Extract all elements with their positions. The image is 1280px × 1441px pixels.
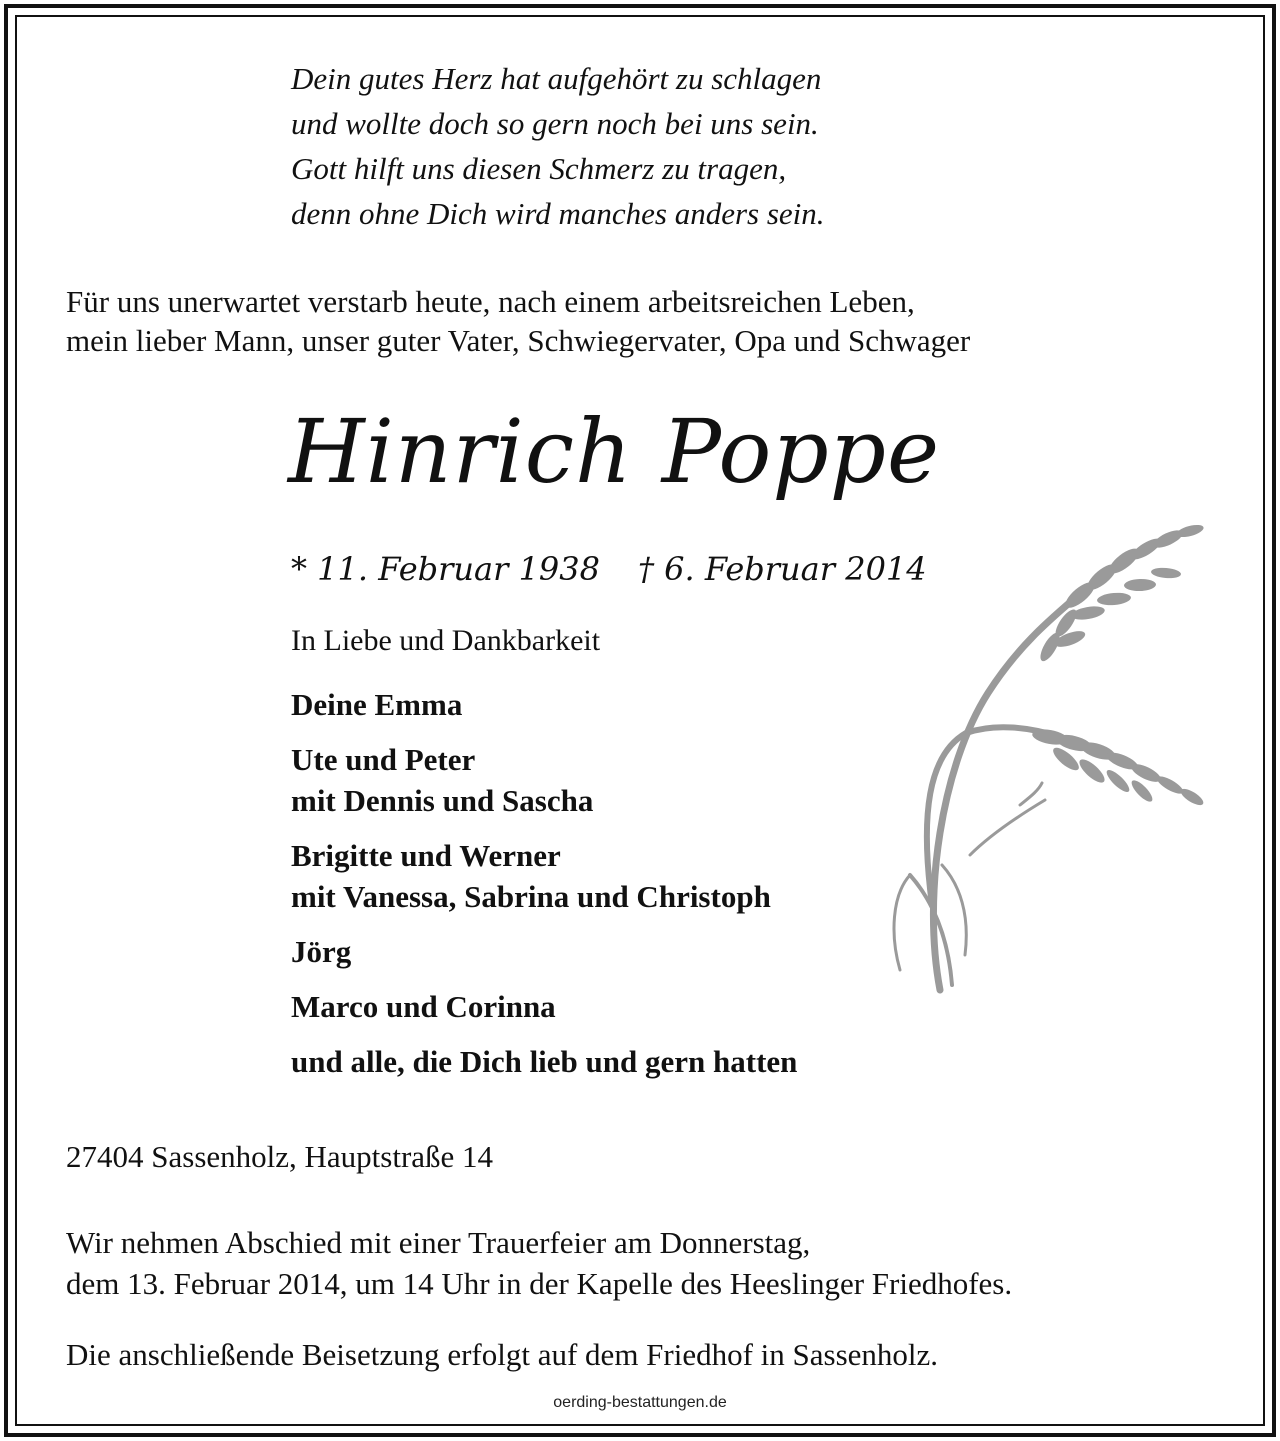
family-line: Marco und Corinna: [291, 989, 556, 1024]
closing-phrase: In Liebe und Dankbarkeit: [291, 624, 601, 657]
family-group: [291, 986, 931, 1027]
family-group: [291, 931, 931, 972]
family-line: mit Vanessa, Sabrina und Christoph: [291, 879, 771, 914]
poem-line: Dein gutes Herz hat aufgehört zu schlagen: [291, 61, 822, 96]
family-list: [291, 684, 931, 1096]
family-line: Ute und Peter: [291, 742, 476, 777]
birth-date: * 11. Februar 1938: [291, 550, 600, 588]
service-line: Wir nehmen Abschied mit einer Trauerfeier am Donnerstag,: [66, 1225, 811, 1260]
wheat-ears-icon: [870, 515, 1220, 1000]
death-date: † 6. Februar 2014: [638, 550, 927, 588]
burial-info: Die anschließende Beisetzung erfolgt auf dem Friedhof in Sassenholz.: [66, 1337, 939, 1372]
intro-text: [66, 282, 1216, 360]
family-group: [291, 739, 931, 821]
deceased-name: Hinrich Poppe: [288, 400, 941, 503]
service-info: [66, 1222, 1216, 1304]
intro-line: Für uns unerwartet verstarb heute, nach einem arbeitsreichen Leben,: [66, 284, 915, 319]
family-line: Deine Emma: [291, 687, 463, 722]
footer-website: oerding-bestattungen.de: [553, 1394, 727, 1411]
family-group: [291, 684, 931, 725]
poem: [291, 56, 1011, 236]
family-line: Jörg: [291, 934, 352, 969]
family-group: [291, 1041, 931, 1082]
address: 27404 Sassenholz, Hauptstraße 14: [66, 1139, 494, 1174]
poem-line: Gott hilft uns diesen Schmerz zu tragen,: [291, 151, 787, 186]
family-line: Brigitte und Werner: [291, 838, 561, 873]
intro-line: mein lieber Mann, unser guter Vater, Schwiegervater, Opa und Schwager: [66, 323, 971, 358]
family-line: und alle, die Dich lieb und gern hatten: [291, 1044, 798, 1079]
service-line: dem 13. Februar 2014, um 14 Uhr in der Kapelle des Heeslinger Friedhofes.: [66, 1266, 1013, 1301]
family-line: mit Dennis und Sascha: [291, 783, 594, 818]
poem-line: und wollte doch so gern noch bei uns sein.: [291, 106, 819, 141]
poem-line: denn ohne Dich wird manches anders sein.: [291, 196, 825, 231]
family-group: [291, 835, 931, 917]
